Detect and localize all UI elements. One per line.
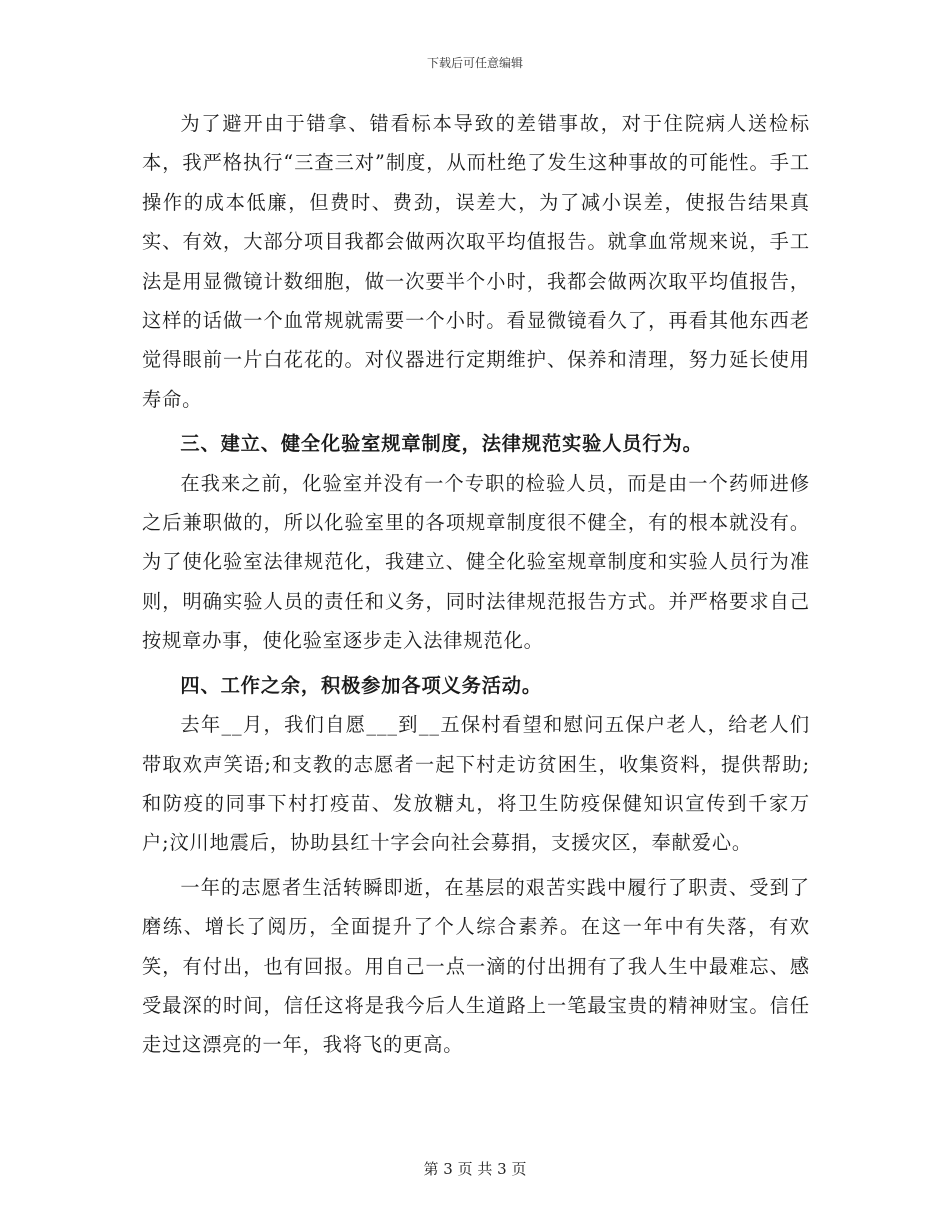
page-header: 下载后可任意编辑 xyxy=(426,56,523,70)
section-heading-lab-rules: 三、建立、健全化验室规章制度，法律规范实验人员行为。 xyxy=(180,432,703,456)
paragraph-lab-rules: 在我来之前，化验室并没有一个专职的检验人员，而是由一个药师进修之后兼职做的，所以化验室里的各项规章制度很不健全，有的根本就没有。为了使化验室法律规范化，我建立、健全化验室规章制度和实验人员行为准则，明确实验人员的责任和义务，同时法律规范报告方式。并严格要求自己按规章办事，使化验室逐步走入法律规范化。 xyxy=(142,471,810,653)
section-heading-volunteer: 四、工作之余，积极参加各项义务活动。 xyxy=(180,673,542,697)
paragraph-volunteer-activities: 去年__月，我们自愿___到__五保村看望和慰问五保户老人，给老人们带取欢声笑语;和支教的志愿者一起下村走访贫困生，收集资料，提供帮助;和防疫的同事下村打疫苗、发放糖丸，将卫生防疫保健知识宣传到千家万户;汶川地震后，协助县红十字会向社会募捐，支援灾区，奉献爱心。 xyxy=(142,713,810,855)
paragraph-conclusion: 一年的志愿者生活转瞬即逝，在基层的艰苦实践中履行了职责、受到了磨练、增长了阅历，全面提升了个人综合素养。在这一年中有失落，有欢笑，有付出，也有回报。用自己一点一滴的付出拥有了我人生中最难忘、感受最深的时间，信任这将是我今后人生道路上一笔最宝贵的精神财宝。信任走过这漂亮的一年，我将飞的更高。 xyxy=(142,875,810,1057)
paragraph-specimen-handling: 为了避开由于错拿、错看标本导致的差错事故，对于住院病人送检标本，我严格执行“三查三对”制度，从而杜绝了发生这种事故的可能性。手工操作的成本低廉，但费时、费劲，误差大，为了减小误差，使报告结果真实、有效，大部分项目我都会做两次取平均值报告。就拿血常规来说，手工法是用显微镜计数细胞，做一次要半个小时，我都会做两次取平均值报告，这样的话做一个血常规就需要一个小时。看显微镜看久了，再看其他东西老觉得眼前一片白花花的。对仪器进行定期维护、保养和清理，努力延长使用寿命。 xyxy=(142,112,810,411)
document-body xyxy=(142,104,810,1065)
page-number-footer: 第 3 页 共 3 页 xyxy=(423,1160,527,1178)
